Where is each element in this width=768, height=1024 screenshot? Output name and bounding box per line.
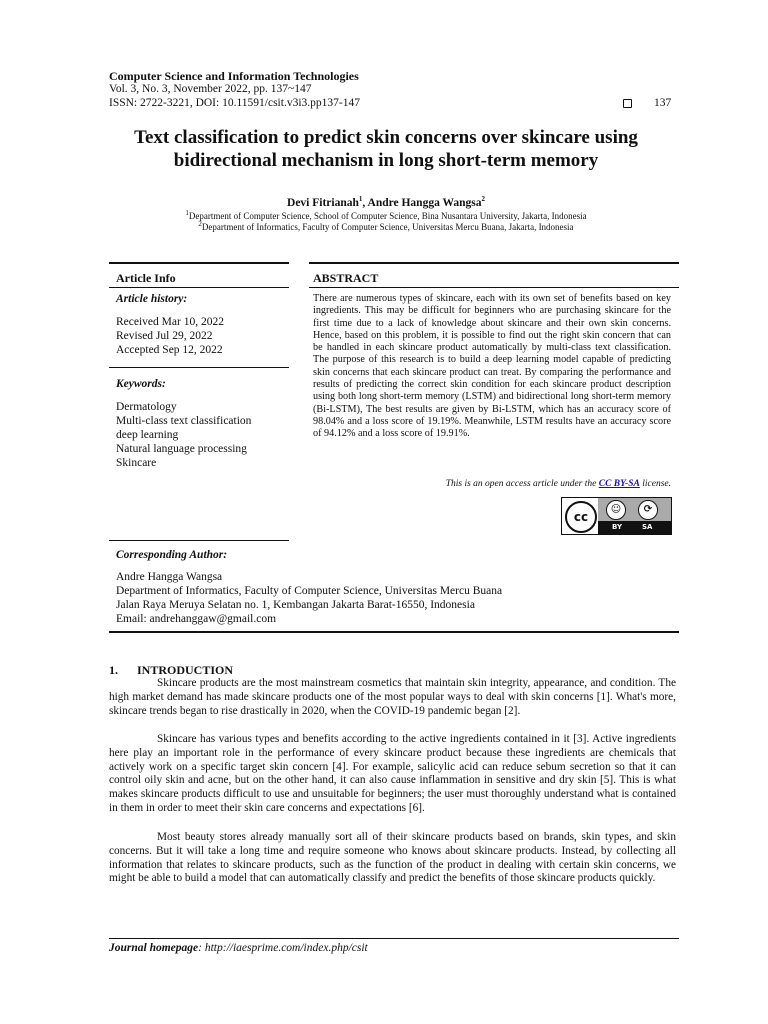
paragraph-text: Skincare products are the most mainstream cosmetics that maintain skin integrity, appearance, and condition. The high market demand has made skincare products one of the most popular ways to deal with skin concerns [1]. What's more, skincare trends began to rise drastically in 2020, when the COVID-19 pandemic began [2]. (109, 677, 676, 717)
abstract-divider (309, 287, 679, 288)
author-1: Devi Fitrianah (287, 197, 359, 209)
accepted-date: Accepted Sep 12, 2022 (116, 344, 223, 356)
cc-by-label: BY (612, 523, 623, 531)
section-number: 1. (109, 663, 118, 677)
intro-paragraph-2 (109, 733, 676, 816)
footer-rule (109, 938, 679, 939)
section-title: INTRODUCTION (137, 663, 234, 677)
keywords-heading: Keywords: (116, 378, 166, 390)
corresponding-address: Jalan Raya Meruya Selatan no. 1, Kembangan Jakarta Barat-16550, Indonesia (116, 599, 475, 611)
article-info-divider-1 (109, 287, 289, 288)
corresponding-department: Department of Informatics, Faculty of Computer Science, Universitas Mercu Buana (116, 585, 503, 597)
paper-title (96, 126, 676, 172)
footer-label: Journal homepage (109, 942, 199, 954)
journal-homepage-url[interactable]: http://iaesprime.com/index.php/csit (204, 942, 368, 954)
cc-badge-left (562, 498, 598, 534)
article-info-bottom-rule (109, 540, 289, 541)
cc-logo-icon: cc (565, 501, 597, 533)
keyword-item: deep learning (116, 429, 179, 441)
revised-date: Revised Jul 29, 2022 (116, 330, 213, 342)
corresponding-author-block (116, 570, 502, 626)
intro-paragraph-3 (109, 831, 676, 886)
author-list (96, 197, 676, 209)
corresponding-email: Email: andrehanggaw@gmail.com (116, 613, 277, 625)
keyword-item: Multi-class text classification (116, 415, 252, 427)
affiliation-2 (96, 222, 676, 233)
affiliation-2-text: Department of Informatics, Faculty of Computer Science, Universitas Mercu Buana, Jakarta, Indonesia (201, 222, 574, 232)
attribution-person-icon: ☺ (606, 500, 626, 520)
received-date: Received Mar 10, 2022 (116, 316, 224, 328)
cc-license-badge[interactable] (561, 497, 672, 535)
cc-by-sa-link[interactable]: CC BY-SA (598, 479, 640, 489)
article-info-divider-2 (109, 367, 289, 368)
cc-sa-label: SA (642, 523, 653, 531)
journal-issn-doi: ISSN: 2722-3221, DOI: 10.11591/csit.v3i3.pp137-147 (109, 97, 360, 109)
introduction-heading (109, 663, 233, 678)
license-suffix: license. (639, 479, 671, 489)
affiliation-2-mark: 2 (198, 220, 202, 228)
author-1-affil-mark: 1 (358, 195, 363, 204)
abstract-heading: ABSTRACT (313, 271, 379, 285)
article-info-heading: Article Info (116, 271, 176, 285)
article-history-heading: Article history: (116, 293, 188, 305)
intro-paragraph-1 (109, 677, 676, 718)
keywords-list (116, 400, 251, 470)
corresponding-name: Andre Hangga Wangsa (116, 571, 223, 583)
affiliation-1-text: Department of Computer Science, School of Computer Science, Bina Nusantara University, Jakarta, Indonesia (188, 211, 587, 221)
article-info-top-rule (109, 262, 289, 264)
title-line-2: bidirectional mechanism in long short-term memory (173, 150, 599, 171)
affiliation-1-mark: 1 (185, 209, 189, 217)
paragraph-text: Skincare has various types and benefits according to the active ingredients contained in it [3]. Active ingredients here play an important role in the performance of every skincare product because these ingredients are chemicals that actively work on a specific target skin concern [4]. For example, salicylic acid can reduce sebum secretion so that it can control oily skin and acne, but on the other hand, it can also cause inflammation in sensitive and dry skin [5]. This is what makes skincare products difficult to use and unsuitable for beginners; the user must thoroughly understand what is contained in them in order to meet their skin care concerns and expectations [6]. (109, 733, 676, 814)
author-separator: , (362, 197, 368, 209)
article-history-list (116, 315, 224, 357)
page-number: 137 (654, 97, 672, 109)
keyword-item: Skincare (116, 457, 157, 469)
affiliation-1 (96, 211, 676, 222)
corresponding-author-heading: Corresponding Author: (116, 549, 228, 561)
keyword-item: Dermatology (116, 401, 177, 413)
page-square-icon (623, 99, 632, 108)
share-alike-icon: ⟳ (638, 500, 658, 520)
front-matter-bottom-rule (109, 631, 679, 633)
paragraph-text: Most beauty stores already manually sort all of their skincare products based on brands, skin types, and skin concerns. But it will take a long time and require someone who knows about skincare products. Instead, by collecting all information that relates to skincare products, such as the function of the product in dealing with certain skin concerns, we might be able to build a model that can automatically classify and predict the benefits of those skincare products quickly. (109, 831, 676, 885)
license-statement (313, 479, 671, 489)
journal-volume: Vol. 3, No. 3, November 2022, pp. 137~147 (109, 83, 312, 95)
keyword-item: Natural language processing (116, 443, 247, 455)
journal-homepage (109, 942, 368, 954)
journal-name: Computer Science and Information Technologies (109, 69, 359, 83)
abstract-top-rule (309, 262, 679, 264)
author-2-affil-mark: 2 (481, 195, 485, 204)
cc-badge-bar (598, 521, 671, 534)
abstract-text: There are numerous types of skincare, each with its own set of benefits based on key ingredients. This may be difficult for beginners who are purchasing skincare for the first time due to a lack of knowledge about skincare and their own skin concerns. Hence, based on this problem, it is possible to find out the right skin concern that can be handled in each skincare product automatically by multi-class text classification. The purpose of this research is to build a deep learning model capable of predicting skin concerns that each skincare product can treat. By comparing the performance and results of predicting the correct skin condition for each skincare product description using both long short-term memory (LSTM) and bidirectional long short-term memory (Bi-LSTM), The best results are given by Bi-LSTM, which has an accuracy score of 98.04% and a loss score of 19.19%. Meanwhile, LSTM results have an accuracy score of 94.12% and a loss score of 19.91%. (313, 293, 671, 440)
license-prefix: This is an open access article under the (445, 479, 599, 489)
footer-separator: : (198, 942, 205, 954)
author-2: Andre Hangga Wangsa (367, 197, 482, 209)
title-line-1: Text classification to predict skin concerns over skincare using (134, 127, 638, 148)
